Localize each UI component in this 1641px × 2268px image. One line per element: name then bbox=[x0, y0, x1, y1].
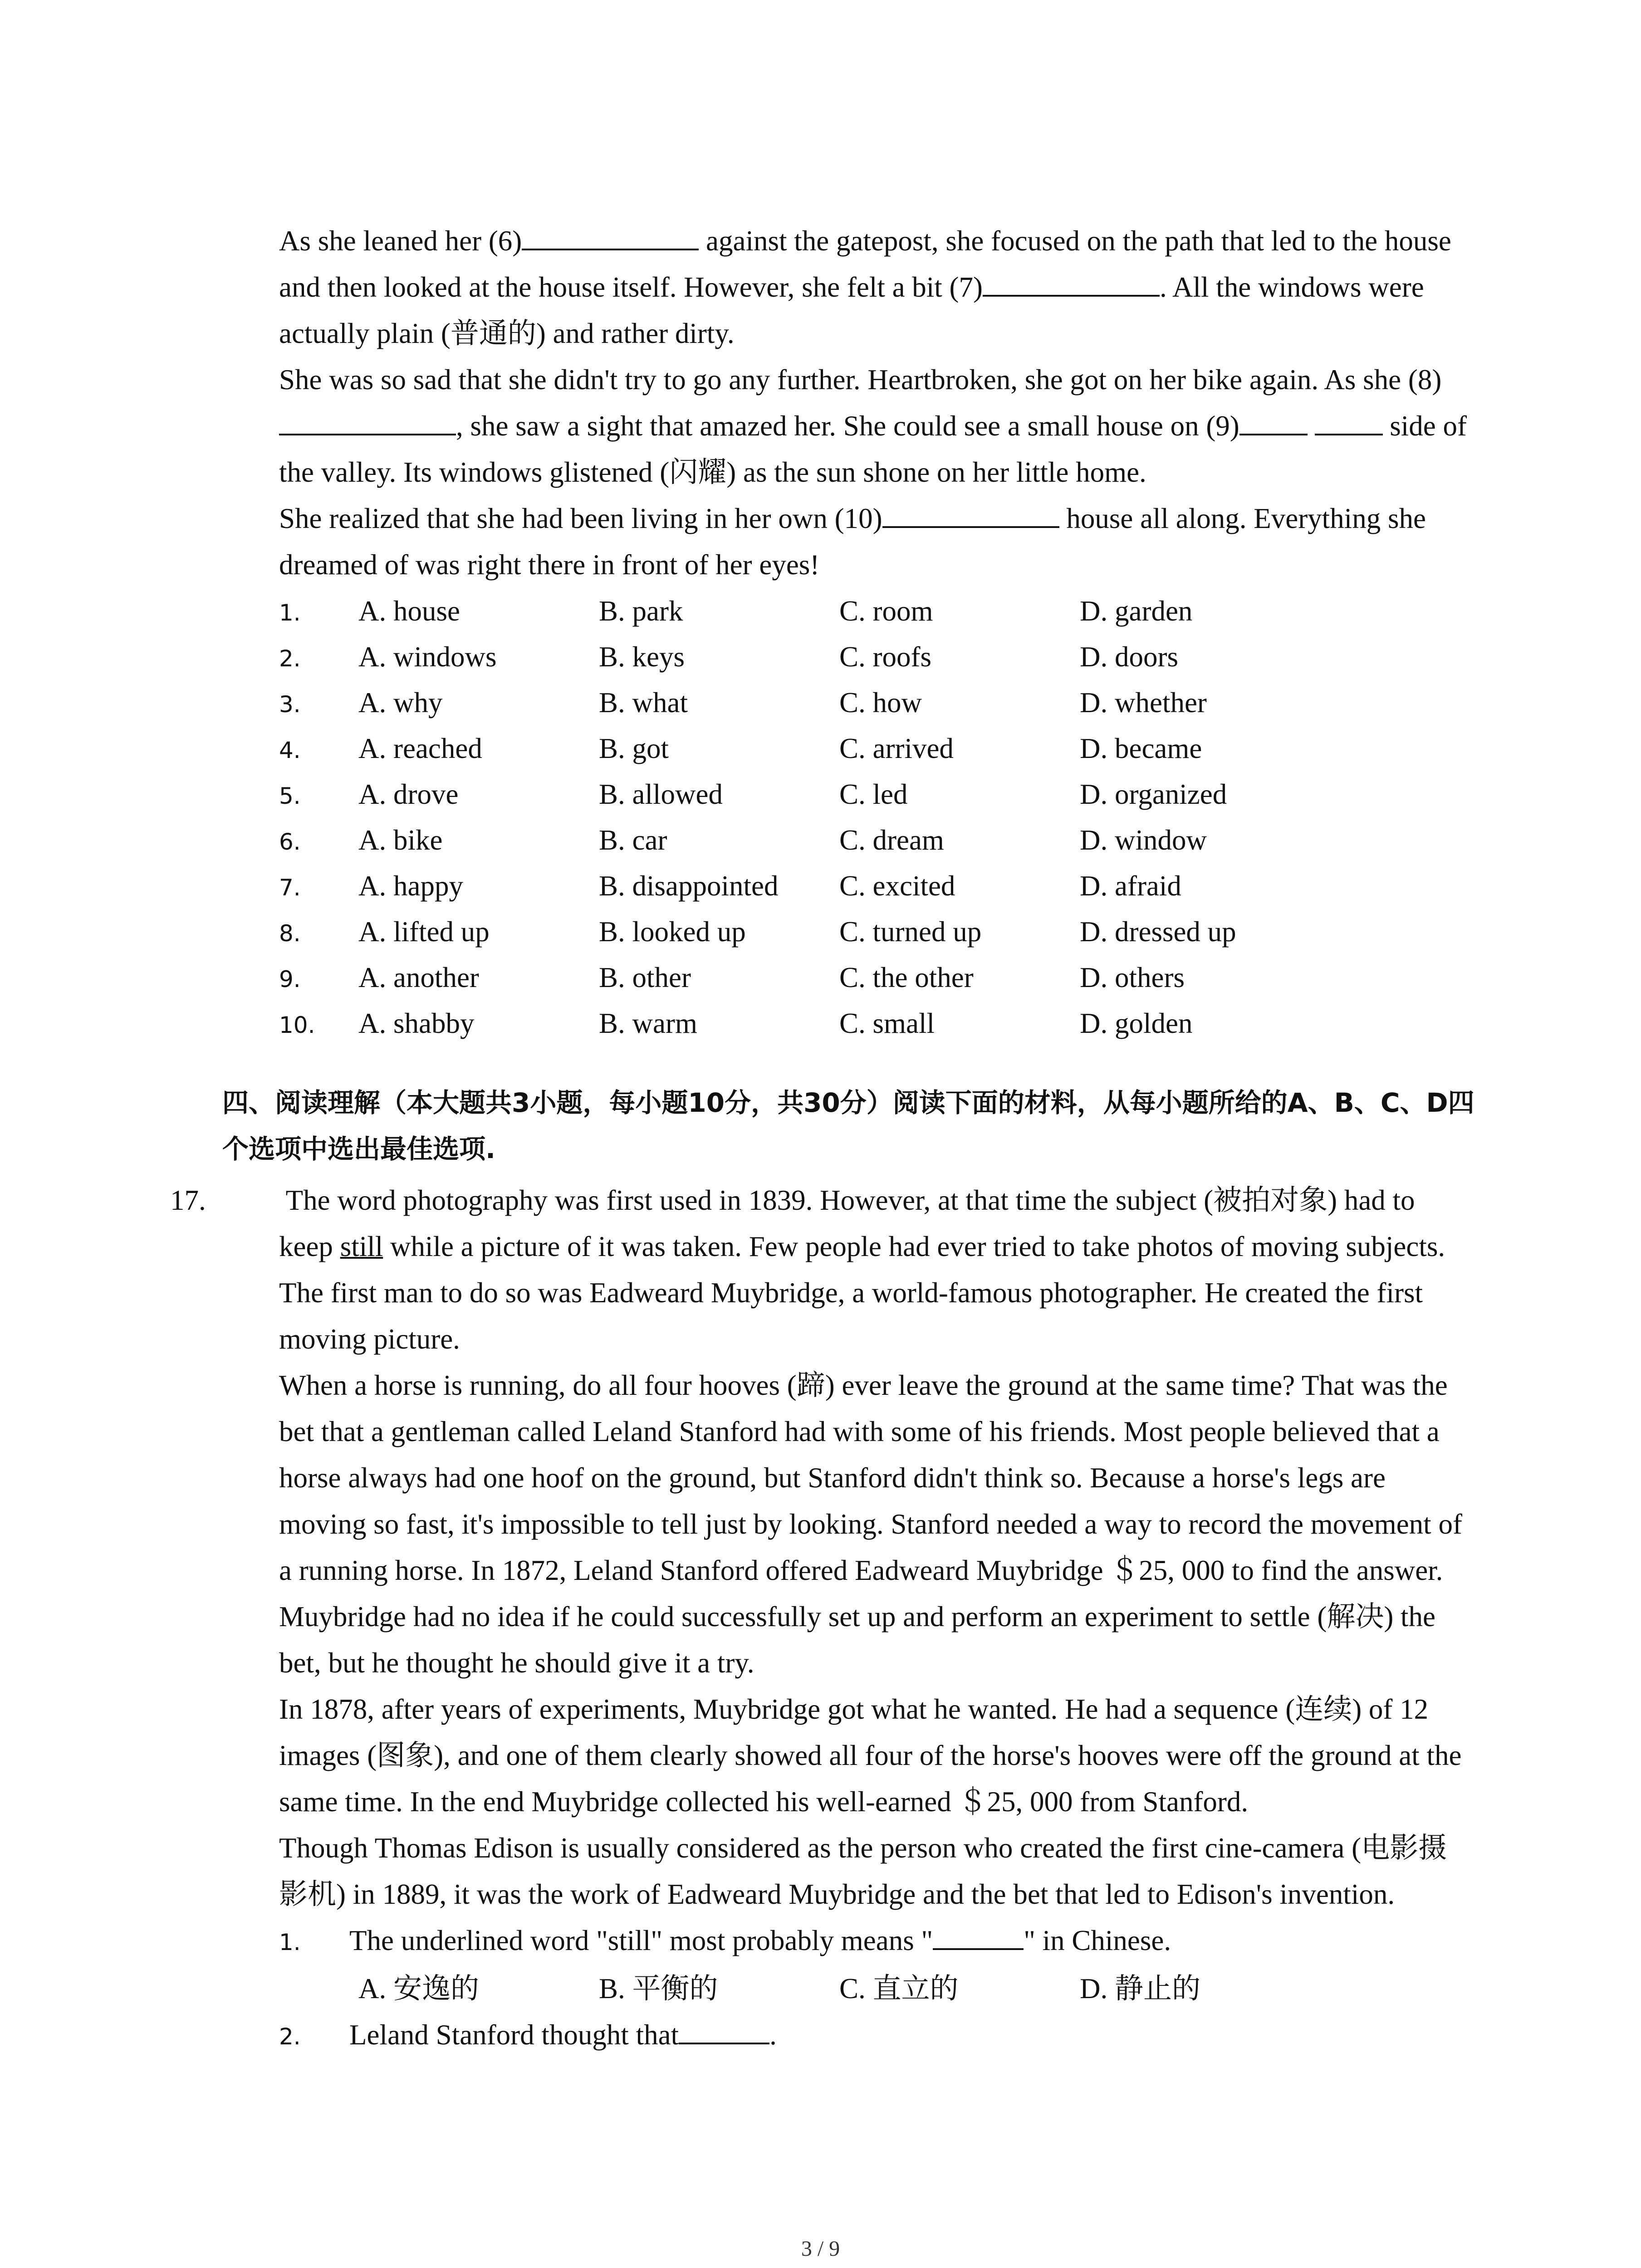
option-a[interactable]: A. another bbox=[358, 962, 479, 993]
option-d[interactable]: D. golden bbox=[1080, 1007, 1193, 1039]
text: house all along. Everything she dreamed of was right there in front of her eyes! bbox=[279, 503, 1426, 581]
option-b[interactable]: B. 平衡的 bbox=[599, 1973, 718, 2004]
sub-question-number: 1. bbox=[279, 1929, 301, 1955]
text: She was so sad that she didn't try to go any further. Heartbroken, she got on her bike again. As she (8) bbox=[279, 364, 1442, 396]
option-row bbox=[279, 588, 1468, 634]
option-d[interactable]: D. window bbox=[1080, 824, 1207, 856]
option-d[interactable]: D. became bbox=[1080, 733, 1202, 764]
option-b[interactable]: B. what bbox=[599, 687, 688, 719]
text: side of the valley. Its windows glistened (闪耀) as the sun shone on her little home. bbox=[279, 410, 1467, 488]
option-number: 4. bbox=[279, 737, 301, 763]
option-number: 10. bbox=[279, 1012, 315, 1038]
option-b[interactable]: B. car bbox=[599, 824, 667, 856]
option-b[interactable]: B. disappointed bbox=[599, 870, 779, 902]
underlined-word: still bbox=[340, 1231, 383, 1262]
option-c[interactable]: C. the other bbox=[839, 962, 974, 993]
option-b[interactable]: B. other bbox=[599, 962, 691, 993]
option-number: 9. bbox=[279, 966, 301, 992]
q17-paragraph-3: In 1878, after years of experiments, Muybridge got what he wanted. He had a sequence (连续) of 12 images (图象), and one of them clearly showed all four of the horse's hooves were off the ground at the same time. In the end Muybridge collected his well-earned ＄25, 000 from Stanford. bbox=[279, 1693, 1462, 1818]
option-row bbox=[279, 679, 1468, 725]
option-c[interactable]: C. small bbox=[839, 1007, 935, 1039]
option-row bbox=[279, 909, 1468, 954]
option-number: 1. bbox=[279, 600, 301, 626]
text: Leland Stanford thought that bbox=[349, 2019, 679, 2051]
sub-question-1 bbox=[279, 1917, 1468, 2012]
option-a[interactable]: A. happy bbox=[358, 870, 463, 902]
option-number: 2. bbox=[279, 645, 301, 672]
cloze-options bbox=[279, 588, 1468, 1046]
section-title: 四、阅读理解（本大题共3小题，每小题10分，共30分）阅读下面的材料，从每小题所给的A、B、C、D四个选项中选出最佳选项. bbox=[222, 1087, 1474, 1164]
option-d[interactable]: D. whether bbox=[1080, 687, 1207, 719]
text: " in Chinese. bbox=[1024, 1925, 1171, 1956]
text: . All the windows were actually plain (普通的) and rather dirty. bbox=[279, 271, 1424, 349]
option-d[interactable]: D. dressed up bbox=[1080, 916, 1236, 948]
option-a[interactable]: A. lifted up bbox=[358, 916, 490, 948]
option-d[interactable]: D. afraid bbox=[1080, 870, 1181, 902]
option-c[interactable]: C. arrived bbox=[839, 733, 954, 764]
option-a[interactable]: A. reached bbox=[358, 733, 482, 764]
option-c[interactable]: C. roofs bbox=[839, 641, 931, 673]
option-d[interactable]: D. others bbox=[1080, 962, 1185, 993]
option-c[interactable]: C. led bbox=[839, 778, 908, 810]
answer-blank bbox=[679, 2015, 769, 2044]
option-d[interactable]: D. garden bbox=[1080, 595, 1193, 627]
q17-paragraph-4: Though Thomas Edison is usually considered as the person who created the first cine-camera (电影摄影机) in 1889, it was the work of Eadweard Muybridge and the bet that led to Edison's invention. bbox=[279, 1832, 1447, 1910]
option-c[interactable]: C. dream bbox=[839, 824, 944, 856]
text: . bbox=[769, 2019, 777, 2051]
sub-question-1-options bbox=[358, 1965, 1468, 2012]
option-number: 6. bbox=[279, 829, 301, 855]
option-b[interactable]: B. got bbox=[599, 733, 669, 764]
option-c[interactable]: C. 直立的 bbox=[839, 1973, 959, 2004]
text: She realized that she had been living in her own (10) bbox=[279, 503, 882, 534]
option-row bbox=[279, 863, 1468, 909]
option-row bbox=[279, 725, 1468, 771]
text: The underlined word "still" most probably means " bbox=[349, 1925, 933, 1956]
option-a[interactable]: A. why bbox=[358, 687, 443, 719]
option-a[interactable]: A. bike bbox=[358, 824, 443, 856]
option-a[interactable]: A. house bbox=[358, 595, 460, 627]
option-c[interactable]: C. turned up bbox=[839, 916, 982, 948]
option-d[interactable]: D. 静止的 bbox=[1080, 1973, 1200, 2004]
option-number: 5. bbox=[279, 783, 301, 809]
passage-paragraph-3 bbox=[279, 495, 1468, 588]
option-row bbox=[279, 771, 1468, 817]
blank-9-cont bbox=[1315, 406, 1383, 435]
text: The word photography was first used in 1839. However, at that time the subject (被拍对象) had to keep bbox=[279, 1184, 1415, 1262]
option-b[interactable]: B. looked up bbox=[599, 916, 746, 948]
page-number: 3 / 9 bbox=[801, 2237, 840, 2261]
passage-paragraph-1 bbox=[279, 218, 1468, 357]
option-c[interactable]: C. room bbox=[839, 595, 933, 627]
blank-10 bbox=[882, 499, 1059, 528]
option-number: 7. bbox=[279, 875, 301, 901]
passage-paragraph-2 bbox=[279, 357, 1468, 495]
option-row bbox=[279, 1000, 1468, 1046]
blank-6 bbox=[522, 221, 699, 250]
option-b[interactable]: B. warm bbox=[599, 1007, 697, 1039]
option-c[interactable]: C. excited bbox=[839, 870, 955, 902]
text: As she leaned her (6) bbox=[279, 225, 522, 257]
option-a[interactable]: A. drove bbox=[358, 778, 459, 810]
option-b[interactable]: B. keys bbox=[599, 641, 685, 673]
option-d[interactable]: D. doors bbox=[1080, 641, 1178, 673]
q17-paragraph-1 bbox=[170, 1177, 1468, 1362]
option-row bbox=[279, 817, 1468, 863]
option-a[interactable]: A. 安逸的 bbox=[358, 1973, 479, 2004]
text: , she saw a sight that amazed her. She could see a small house on (9) bbox=[456, 410, 1239, 442]
text: against the gatepost, she focused on the path that led to the house and then looked at the house itself. However, she felt a bit (7) bbox=[279, 225, 1451, 303]
blank-9 bbox=[1239, 406, 1308, 435]
option-c[interactable]: C. how bbox=[839, 687, 922, 719]
text: while a picture of it was taken. Few people had ever tried to take photos of moving subjects. The first man to do so was Eadweard Muybridge, a world-famous photographer. He created the first moving picture. bbox=[279, 1231, 1445, 1355]
option-a[interactable]: A. windows bbox=[358, 641, 497, 673]
option-number: 3. bbox=[279, 691, 301, 718]
option-number: 8. bbox=[279, 920, 301, 947]
blank-7 bbox=[983, 268, 1160, 297]
option-d[interactable]: D. organized bbox=[1080, 778, 1227, 810]
sub-question-number: 2. bbox=[279, 2024, 301, 2050]
cloze-passage bbox=[279, 218, 1468, 1046]
question-number: 17. bbox=[170, 1184, 206, 1216]
q17-paragraph-2: When a horse is running, do all four hooves (蹄) ever leave the ground at the same time? That was the bet that a gentleman called Leland Stanford had with some of his friends. Most people believed that a horse always had one hoof on the ground, but Stanford didn't think so. Because a horse's legs are moving so fast, it's impossible to tell just by looking. Stanford needed a way to record the movement of a running horse. In 1872, Leland Stanford offered Eadweard Muybridge ＄25, 000 to find the answer. Muybridge had no idea if he could successfully set up and perform an experiment to settle (解决) the bet, but he thought he should give it a try. bbox=[279, 1369, 1462, 1679]
option-b[interactable]: B. allowed bbox=[599, 778, 723, 810]
option-row bbox=[279, 634, 1468, 679]
blank-8 bbox=[279, 406, 456, 435]
option-row bbox=[279, 954, 1468, 1000]
sub-question-2 bbox=[279, 2012, 1468, 2060]
question-17 bbox=[170, 1177, 1468, 2060]
answer-blank bbox=[933, 1921, 1024, 1950]
option-b[interactable]: B. park bbox=[599, 595, 683, 627]
option-a[interactable]: A. shabby bbox=[358, 1007, 475, 1039]
